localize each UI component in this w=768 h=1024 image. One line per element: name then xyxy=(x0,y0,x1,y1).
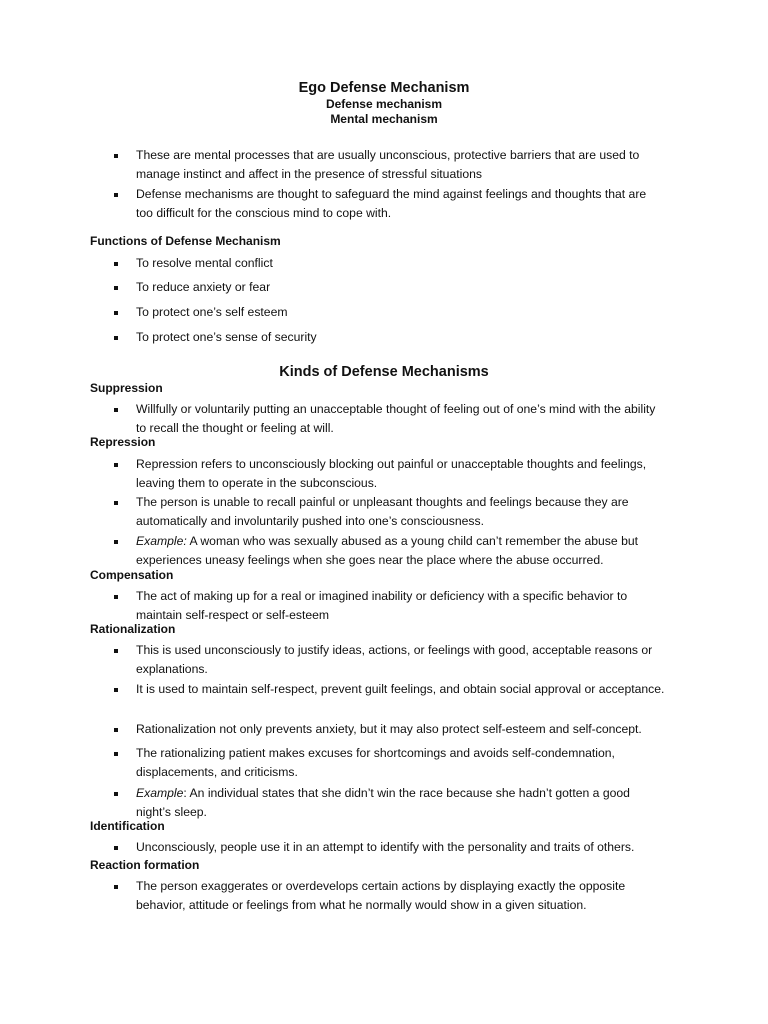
function-item-1 xyxy=(136,254,666,273)
identification-heading: Identification xyxy=(90,819,165,833)
page-title: Ego Defense Mechanism xyxy=(298,80,470,96)
title-block xyxy=(0,79,768,127)
rationalization-item-3 xyxy=(136,720,666,739)
intro-bullet-1 xyxy=(136,146,666,184)
bullet-marker xyxy=(114,501,118,505)
example-label: Example xyxy=(136,786,184,800)
bullet-text: Defense mechanisms are thought to safeguard the mind against feelings and thoughts that are too difficult for the conscious mind to cope with. xyxy=(136,187,647,220)
bullet-text: Repression refers to unconsciously blocking out painful or unacceptable thoughts and feelings, leaving them to operate in the subconscious. xyxy=(136,457,647,490)
rationalization-item-1 xyxy=(136,641,666,679)
repression-example xyxy=(136,532,666,570)
bullet-marker xyxy=(114,540,118,544)
bullet-text: It is used to maintain self-respect, prevent guilt feelings, and obtain social approval or acceptance. xyxy=(136,682,665,696)
reaction-formation-item-1 xyxy=(136,877,666,915)
bullet-marker xyxy=(114,728,118,732)
example-text: : An individual states that she didn’t win the race because she hadn’t gotten a good night’s sleep. xyxy=(136,786,630,819)
bullet-text: Rationalization not only prevents anxiety, but it may also protect self-esteem and self-concept. xyxy=(136,722,642,736)
rationalization-item-4 xyxy=(136,744,666,782)
bullet-text: To resolve mental conflict xyxy=(136,256,273,270)
suppression-heading: Suppression xyxy=(90,381,163,395)
example-text: A woman who was sexually abused as a young child can’t remember the abuse but experiences uneasy feelings when she goes near the place where the abuse occurred. xyxy=(136,534,639,567)
reaction-formation-heading: Reaction formation xyxy=(90,858,200,872)
bullet-text: To protect one’s self esteem xyxy=(136,305,288,319)
bullet-marker xyxy=(114,311,118,315)
rationalization-item-2 xyxy=(136,680,666,699)
bullet-text: This is used unconsciously to justify ideas, actions, or feelings with good, acceptable reasons or explanations. xyxy=(136,643,653,676)
identification-item-1 xyxy=(136,838,666,857)
bullet-text: The act of making up for a real or imagined inability or deficiency with a specific behavior to maintain self-respect or self-esteem xyxy=(136,589,628,622)
function-item-3 xyxy=(136,303,666,322)
bullet-marker xyxy=(114,154,118,158)
bullet-marker xyxy=(114,336,118,340)
bullet-marker xyxy=(114,286,118,290)
bullet-marker xyxy=(114,752,118,756)
example-label: Example: xyxy=(136,534,187,548)
bullet-text: Willfully or voluntarily putting an unacceptable thought of feeling out of one’s mind with the ability to recall the thought or feeling at will. xyxy=(136,402,656,435)
bullet-text: To protect one’s sense of security xyxy=(136,330,317,344)
rationalization-heading: Rationalization xyxy=(90,622,176,636)
repression-item-2 xyxy=(136,493,666,531)
functions-heading: Functions of Defense Mechanism xyxy=(90,234,281,248)
bullet-marker xyxy=(114,408,118,412)
bullet-text: The rationalizing patient makes excuses for shortcomings and avoids self-condemnation, displacements, and criticisms. xyxy=(136,746,615,779)
compensation-item-1 xyxy=(136,587,666,625)
bullet-marker xyxy=(114,595,118,599)
bullet-text: Unconsciously, people use it in an attempt to identify with the personality and traits of others. xyxy=(136,840,635,854)
bullet-marker xyxy=(114,688,118,692)
kinds-heading: Kinds of Defense Mechanisms xyxy=(279,364,489,380)
bullet-marker xyxy=(114,846,118,850)
function-item-4 xyxy=(136,328,666,347)
bullet-text: These are mental processes that are usually unconscious, protective barriers that are used to manage instinct and affect in the presence of stressful situations xyxy=(136,148,640,181)
bullet-marker xyxy=(114,792,118,796)
bullet-marker xyxy=(114,193,118,197)
bullet-text: The person exaggerates or overdevelops certain actions by displaying exactly the opposite behavior, attitude or feelings from what he normally would show in a given situation. xyxy=(136,879,626,912)
bullet-text xyxy=(136,784,666,822)
bullet-text: The person is unable to recall painful or unpleasant thoughts and feelings because they are automatically and involuntarily pushed into one’s consciousness. xyxy=(136,495,629,528)
function-item-2 xyxy=(136,278,666,297)
compensation-heading: Compensation xyxy=(90,568,174,582)
repression-item-1 xyxy=(136,455,666,493)
suppression-item-1 xyxy=(136,400,666,438)
bullet-text xyxy=(136,532,666,570)
bullet-marker xyxy=(114,463,118,467)
intro-bullet-2 xyxy=(136,185,666,223)
bullet-text: To reduce anxiety or fear xyxy=(136,280,271,294)
bullet-marker xyxy=(114,885,118,889)
subtitle-2: Mental mechanism xyxy=(330,112,438,126)
subtitle-1: Defense mechanism xyxy=(325,97,443,111)
rationalization-example xyxy=(136,784,666,822)
bullet-marker xyxy=(114,649,118,653)
repression-heading: Repression xyxy=(90,435,156,449)
bullet-marker xyxy=(114,262,118,266)
